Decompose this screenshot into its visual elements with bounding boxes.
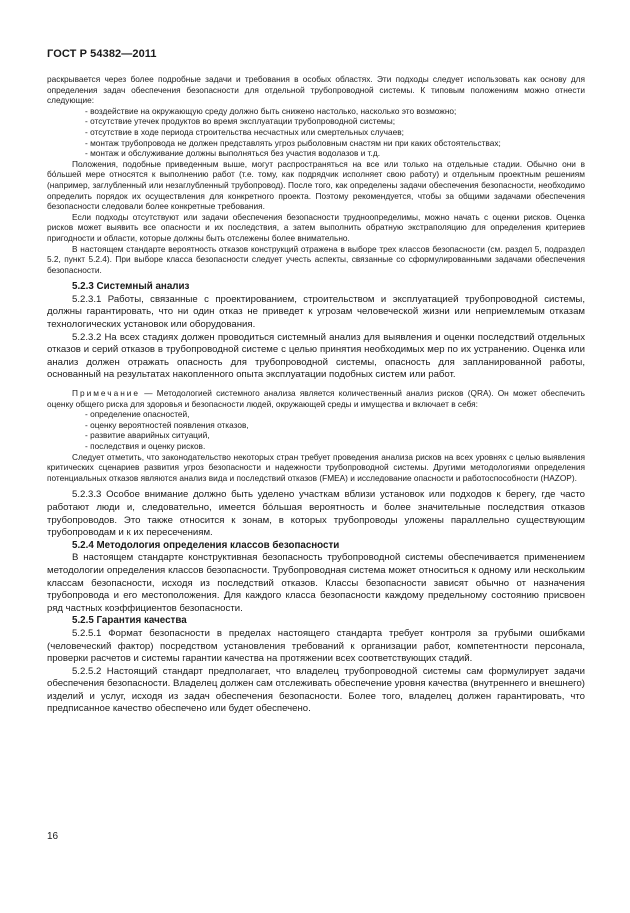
document-body [47, 74, 585, 716]
intro-paragraph-4: В настоящем стандарте вероятность отказов конструкций отражена в выборе трех классов безопасности (см. раздел 5, подраздел 5.2, пункт 5.2.4). При выборе класса безопасности следует учесть аспекты, связанные со сформулированными задачами обеспечения безопасности. [47, 243, 585, 275]
section-5-2-3 [47, 281, 585, 382]
section-5-2-4 [47, 540, 585, 616]
list-item: - развитие аварийных ситуаций, [47, 430, 585, 441]
typical-provisions-list [47, 106, 585, 159]
paragraph-5-2-3-1: 5.2.3.1 Работы, связанные с проектированием, строительством и эксплуатацией трубопроводной системы, должны гарантировать, что ни один отказ не приведет к угрозам человеческой жизни или неприемлемым отказам технологических установок или оборудования. [47, 293, 585, 331]
document-header: ГОСТ Р 54382—2011 [47, 48, 157, 60]
section-heading: 5.2.4 Методология определения классов безопасности [72, 539, 340, 551]
list-item: - последствия и оценку рисков. [47, 441, 585, 452]
list-item: - монтаж трубопровода не должен представлять угроз рыболовным снастям ни при каких обстоятельствах; [47, 138, 585, 149]
intro-paragraph-1: раскрывается через более подробные задачи и требования в особых областях. Эти подходы следует использовать как основу для определения задач обеспечения безопасности для отдельной трубопроводной системы. К типовым положениям можно отнести следующие: [47, 74, 585, 106]
paragraph-5-2-3-3: 5.2.3.3 Особое внимание должно быть уделено участкам вблизи установок или подходов к берегу, где часто работают люди и, следовательно, имеется бо́льшая вероятность и более значительные последствия отказов трубопроводов. Это также относится к зонам, в которых трубопроводы уложены параллельно существующим трубопроводам и к их пересечениям. [47, 489, 585, 539]
paragraph-5-2-3-2: 5.2.3.2 На всех стадиях должен проводиться системный анализ для выявления и оценки последствий отдельных отказов и серий отказов в трубопроводной системе с целью принятия необходимых мер по их устранению. Оценка или анализ должен отражать опасность для трубопроводной системы, опасность для запланированной работы, основанный на результатах накопленного опыта эксплуатации подобных систем или работ. [47, 331, 585, 381]
list-item: - отсутствие утечек продуктов во время эксплуатации трубопроводной системы; [47, 116, 585, 127]
paragraph-5-2-5-2: 5.2.5.2 Настоящий стандарт предполагает, что владелец трубопроводной системы сам формулирует задачи обеспечения безопасности. Владелец должен сам отслеживать обеспечение уровня качества (внутреннего и внешнего) изделий и услуг, исходя из задач обеспечения безопасности. Более того, владелец должен гарантировать, что предписанное качество обеспечено или будет обеспечено. [47, 665, 585, 715]
list-item: - оценку вероятностей появления отказов, [47, 420, 585, 431]
note-block [47, 388, 585, 483]
intro-paragraph-3: Если подходы отсутствуют или задачи обеспечения безопасности трудноопределимы, можно начать с оценки рисков. Оценка рисков может выявить все опасности и их последствия, а затем выполнить обратную экстраполяцию для определения критериев пригодности и области, которые должны быть отслежены более внимательно. [47, 211, 585, 243]
intro-section [47, 74, 585, 275]
note-paragraph [47, 388, 585, 409]
note-label: Примечание [72, 388, 141, 399]
list-item: - определение опасностей, [47, 409, 585, 420]
section-heading: 5.2.5 Гарантия качества [72, 615, 187, 627]
note-text: — Методологией системного анализа является количественный анализ рисков (QRA). Он может обеспечить оценку общего риска для здоровья и безопасности людей, окружающей среды и имущества и включает в себя: [47, 388, 586, 409]
section-5-2-5 [47, 615, 585, 716]
list-item: - воздействие на окружающую среду должно быть снижено настолько, насколько это возможно; [47, 106, 585, 117]
paragraph-5-2-5-1: 5.2.5.1 Формат безопасности в пределах настоящего стандарта требует контроля за грубыми ошибками (человеческий фактор) посредством установления требований к организации работ, компетентности персонала, проверки расчетов и системы гарантии качества на протяжении всех соответствующих стадий. [47, 627, 585, 665]
page-number: 16 [47, 831, 59, 842]
note-list [47, 409, 585, 451]
list-item: - монтаж и обслуживание должны выполняться без участия водолазов и т.д. [47, 148, 585, 159]
section-heading: 5.2.3 Системный анализ [72, 281, 190, 293]
list-item: - отсутствие в ходе периода строительства несчастных или смертельных случаев; [47, 127, 585, 138]
paragraph-5-2-4: В настоящем стандарте конструктивная безопасность трубопроводной системы обеспечивается применением методологии определения классов безопасности. Трубопроводная система может относиться к одному или нескольким классам безопасности, исходя из последствий отказов. Классы безопасности зависят обычно от назначения трубопровода и его местоположения. Для каждого класса безопасности каждому предельному состоянию присвоен ряд частных коэффициентов безопасности. [47, 552, 585, 614]
section-5-2-3-3 [47, 489, 585, 539]
note-paragraph-2: Следует отметить, что законодательство некоторых стран требует проведения анализа рисков на всех уровнях с целью выявления критических сценариев развития угроз безопасности и надежности трубопроводной системы. Другими методологиями определения потенциальных отказов являются анализ вида и последствий отказов (FMEA) и исследование опасности и работоспособности (HAZOP). [47, 451, 585, 483]
intro-paragraph-2: Положения, подобные приведенным выше, могут распространяться на все или только на отдельные стадии. Обычно они в бо́льшей мере относятся к выполнению работ (т.е. тому, как подрядчик исполняет свою работу) и отдельным проектным решениям (например, заглубленный или незаглубленный трубопровод). После того, как определены задачи обеспечения безопасности, необходимо определить порядок их осуществления для конкретного проекта. Поэтому рекомендуется, чтобы за общими задачами обеспечения безопасности следовали более конкретные требования. [47, 158, 585, 212]
